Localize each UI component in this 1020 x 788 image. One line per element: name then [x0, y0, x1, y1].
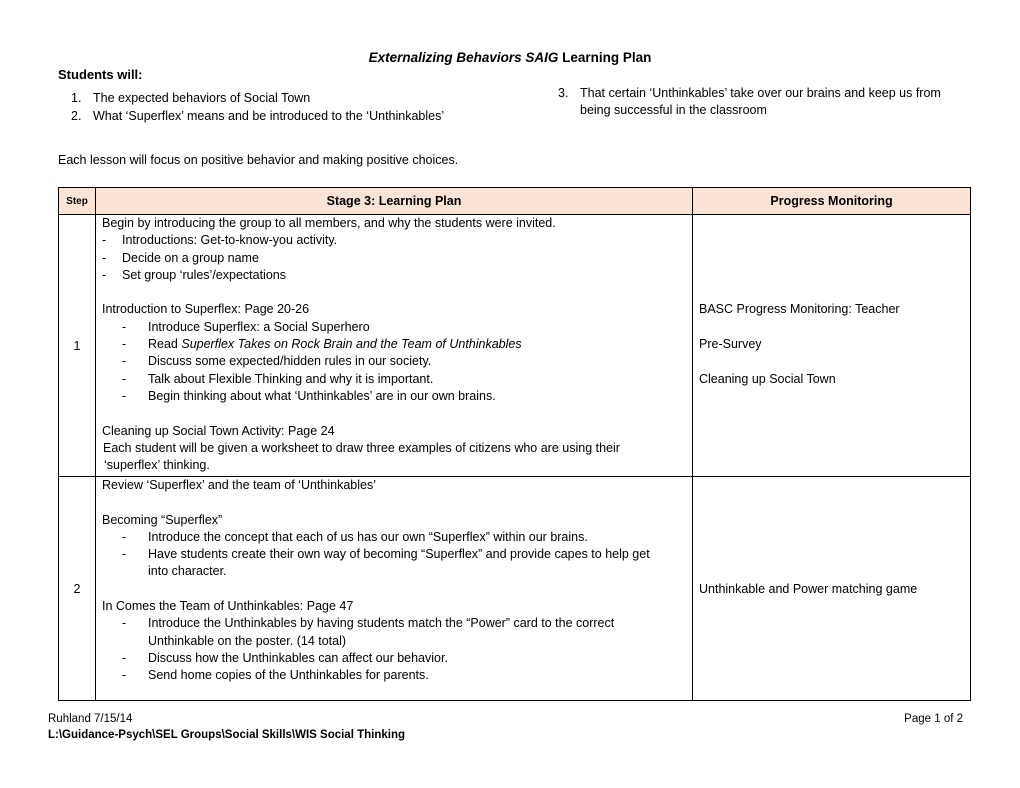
- objective-text: What ‘Superflex’ means and be introduced to the ‘Unthinkables’: [93, 109, 445, 123]
- list-item: - Introduce the concept that each of us has our own “Superflex” within our brains.: [122, 529, 588, 544]
- objective-number: 3.: [558, 86, 569, 100]
- list-item: - Send home copies of the Unthinkables for parents.: [122, 668, 429, 683]
- list-item: - Read Superflex Takes on Rock Brain and the Team of Unthinkables: [122, 337, 522, 352]
- objective-text: That certain ‘Unthinkables’ take over our brains and keep us from: [580, 86, 941, 100]
- footer-author-date: Ruhland 7/15/14: [48, 713, 133, 725]
- progress-item: BASC Progress Monitoring: Teacher: [699, 302, 900, 317]
- step-number: 2: [59, 477, 96, 701]
- students-will-heading: Students will:: [58, 67, 143, 82]
- section-title: Cleaning up Social Town Activity: Page 24: [102, 423, 335, 438]
- progress-item: Unthinkable and Power matching game: [699, 581, 918, 596]
- learning-plan-table: [58, 187, 971, 701]
- book-title: Superflex Takes on Rock Brain and the Team of Unthinkables: [181, 337, 522, 352]
- title-rest: Learning Plan: [558, 50, 652, 65]
- list-item-cont: into character.: [148, 564, 227, 579]
- plan-cell: [96, 215, 693, 477]
- table-header-row: [59, 188, 971, 215]
- list-item: - Decide on a group name: [102, 250, 259, 265]
- progress-cell: [693, 477, 971, 701]
- section-title: Becoming “Superflex”: [102, 512, 223, 527]
- list-item: - Introduce the Unthinkables by having students match the “Power” card to the correct: [122, 616, 615, 631]
- table-row: [59, 477, 971, 701]
- section-title: Introduction to Superflex: Page 20-26: [102, 302, 310, 317]
- list-item: - Introductions: Get-to-know-you activity.: [102, 233, 338, 248]
- list-item: - Have students create their own way of becoming “Superflex” and provide capes to help get: [122, 547, 650, 562]
- header-step: Step: [59, 188, 96, 215]
- section-title: In Comes the Team of Unthinkables: Page 47: [102, 599, 354, 614]
- list-item: - Set group ‘rules’/expectations: [102, 267, 286, 282]
- progress-item: Pre-Survey: [699, 337, 762, 352]
- list-item: - Talk about Flexible Thinking and why it is important.: [122, 371, 434, 386]
- list-item: - Begin thinking about what ‘Unthinkables’ are in our own brains.: [122, 388, 496, 403]
- list-item: - Discuss how the Unthinkables can affect our behavior.: [122, 650, 448, 665]
- footer-page-number: Page 1 of 2: [904, 713, 963, 725]
- footer-file-path: L:\Guidance-Psych\SEL Groups\Social Skills\WIS Social Thinking: [48, 729, 406, 741]
- list-item-cont: Unthinkable on the poster. (14 total): [148, 633, 347, 648]
- step-number: 1: [59, 215, 96, 477]
- objective-number: 2.: [71, 109, 82, 123]
- plan-line: Each student will be given a worksheet to draw three examples of citizens who are using their: [103, 440, 620, 455]
- list-item: - Discuss some expected/hidden rules in our society.: [122, 354, 432, 369]
- intro-text: Each lesson will focus on positive behavior and making positive choices.: [58, 153, 459, 167]
- progress-cell: [693, 215, 971, 477]
- plan-cell: [96, 477, 693, 701]
- objective-text: The expected behaviors of Social Town: [93, 91, 311, 105]
- title-italic: Externalizing Behaviors SAIG: [368, 50, 559, 65]
- table-row: [59, 215, 971, 477]
- plan-line: ‘superflex’ thinking.: [104, 458, 210, 473]
- objective-3: [558, 85, 978, 119]
- objective-text-cont: being successful in the classroom: [580, 103, 767, 117]
- header-progress-monitoring: Progress Monitoring: [693, 188, 971, 215]
- plan-line: Begin by introducing the group to all members, and why the students were invited.: [102, 216, 556, 230]
- plan-line: Review ‘Superflex’ and the team of ‘Unthinkables’: [102, 478, 376, 492]
- list-item: - Introduce Superflex: a Social Superhero: [122, 319, 370, 334]
- progress-item: Cleaning up Social Town: [699, 371, 836, 386]
- objective-number: 1.: [71, 91, 82, 105]
- header-learning-plan: Stage 3: Learning Plan: [96, 188, 693, 215]
- objective-2: [71, 109, 444, 123]
- document-title: [0, 50, 1020, 65]
- objective-1: [71, 91, 310, 105]
